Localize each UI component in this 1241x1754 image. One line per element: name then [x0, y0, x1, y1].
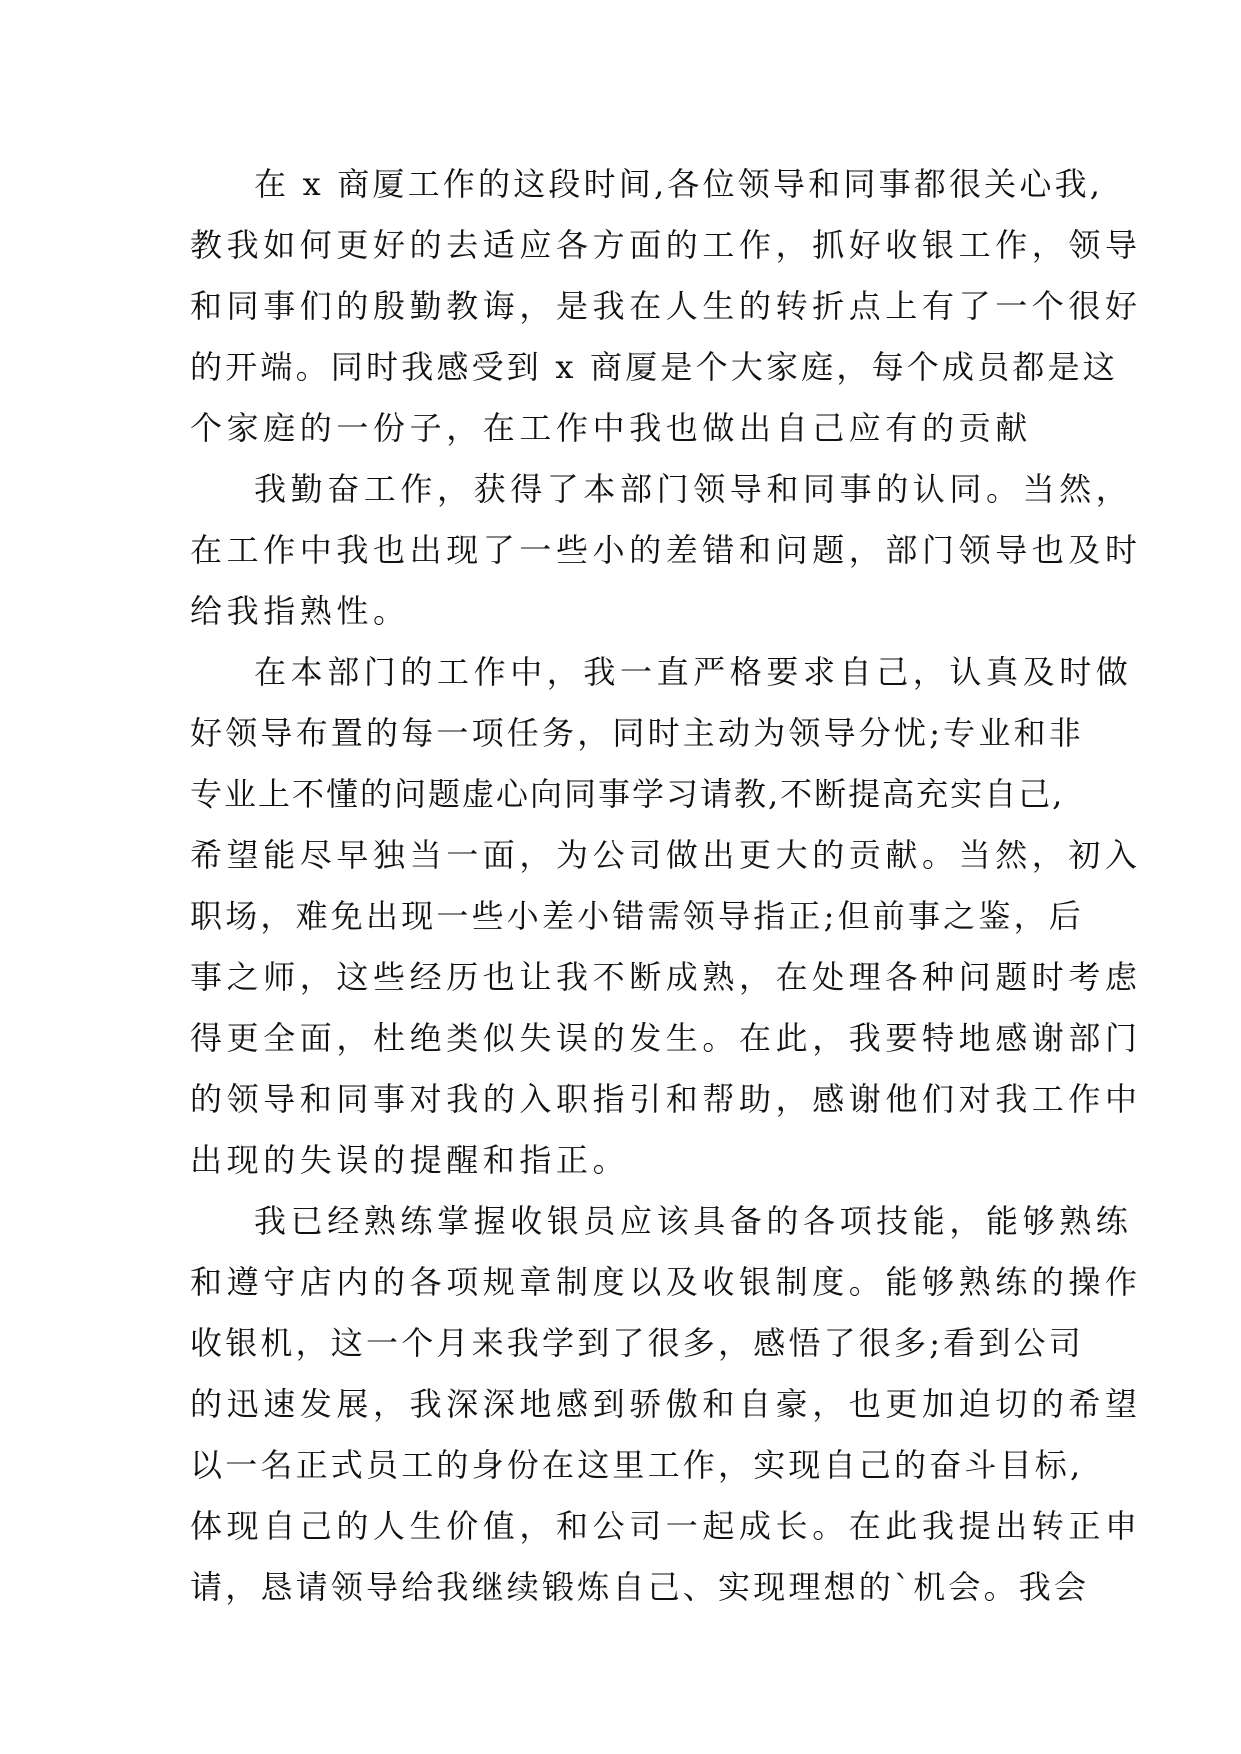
text-line: 事之师，这些经历也让我不断成熟，在处理各种问题时考虑	[190, 958, 1142, 996]
text-line: 给我指熟性。	[190, 592, 410, 630]
text-line: 出现的失误的提醒和指正。	[190, 1141, 630, 1179]
paragraph-2	[190, 459, 1142, 642]
text-line: 收银机，这一个月来我学到了很多，感悟了很多;看到公司	[190, 1324, 1084, 1362]
text-line: 的开端。同时我感受到 x 商厦是个大家庭，每个成员都是这	[190, 348, 1118, 386]
text-line: 希望能尽早独当一面，为公司做出更大的贡献。当然，初入	[190, 836, 1142, 874]
text-line: 专业上不懂的问题虚心向同事学习请教,不断提高充实自己,	[190, 775, 1065, 813]
text-line: 好领导布置的每一项任务，同时主动为领导分忧;专业和非	[190, 714, 1084, 752]
text-line: 请，恳请领导给我继续锻炼自己、实现理想的`机会。我会	[190, 1568, 1090, 1606]
document-body	[190, 154, 1142, 1618]
text-line: 的领导和同事对我的入职指引和帮助，感谢他们对我工作中	[190, 1080, 1142, 1118]
text-line: 得更全面，杜绝类似失误的发生。在此，我要特地感谢部门	[190, 1019, 1142, 1057]
text-line: 职场，难免出现一些小差小错需领导指正;但前事之鉴，后	[190, 897, 1084, 935]
text-line: 个家庭的一份子，在工作中我也做出自己应有的贡献	[190, 409, 1032, 447]
text-line: 在 x 商厦工作的这段时间,各位领导和同事都很关心我,	[254, 165, 1104, 203]
text-line: 的迅速发展，我深深地感到骄傲和自豪，也更加迫切的希望	[190, 1385, 1142, 1423]
text-line: 体现自己的人生价值，和公司一起成长。在此我提出转正申	[190, 1507, 1142, 1545]
text-line: 我勤奋工作，获得了本部门领导和同事的认同。当然，	[254, 470, 1133, 508]
text-line: 我已经熟练掌握收银员应该具备的各项技能，能够熟练	[254, 1202, 1133, 1240]
text-line: 在工作中我也出现了一些小的差错和问题，部门领导也及时	[190, 531, 1142, 569]
text-line: 和遵守店内的各项规章制度以及收银制度。能够熟练的操作	[190, 1263, 1142, 1301]
text-line: 在本部门的工作中，我一直严格要求自己，认真及时做	[254, 653, 1133, 691]
paragraph-4	[190, 1191, 1142, 1618]
text-line: 以一名正式员工的身份在这里工作，实现自己的奋斗目标,	[190, 1446, 1084, 1484]
paragraph-3	[190, 642, 1142, 1191]
text-line: 和同事们的殷勤教诲，是我在人生的转折点上有了一个很好	[190, 287, 1142, 325]
paragraph-1	[190, 154, 1142, 459]
text-line: 教我如何更好的去适应各方面的工作，抓好收银工作，领导	[190, 226, 1142, 264]
